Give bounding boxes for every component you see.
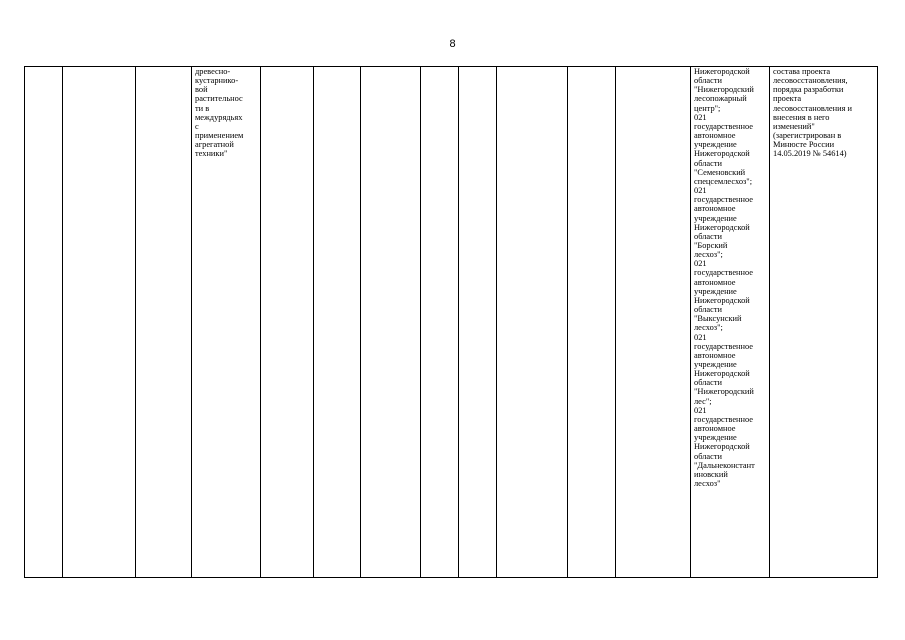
table-cell-activity-description [192,67,261,578]
table-cell-8 [421,67,459,578]
table-cell-7 [361,67,421,578]
table-cell-2 [63,67,136,578]
page-number: 8 [449,38,456,50]
table-row [25,67,878,578]
table-cell-6 [314,67,361,578]
table-cell-5 [261,67,314,578]
table-cell-1 [25,67,63,578]
document-table [24,66,878,578]
legal-reference-text: состава проекта лесовосстановления, порядка разработки проекта лесовосстановления и внесения в него изменений" (зарегистрирован в Минюсте России 14.05.2019 № 54614) [773,67,853,159]
activity-description-text: древесно- кустарнико- вой растительнос ти в междурядьях с применением агрегатной техники" [195,67,244,159]
table-cell-institutions [691,67,770,578]
table-cell-11 [568,67,616,578]
table-cell-12 [616,67,691,578]
table-cell-10 [497,67,568,578]
table-cell-9 [459,67,497,578]
institutions-list-text: Нижегородской области "Нижегородский лесопожарный центр"; 021 государственное автономное учреждение Нижегородской области "Семеновский спецсемлесхоз"; 021 государственное автономное учреждение Нижегородской области "Борский лесхоз"; 021 государственное автономное учреждение Нижегородской области "Выксунский лесхоз"; 021 государственное автономное учреждение Нижегородской области "Нижегородский лес"; 021 государственное автономное учреждение Нижегородской области "Дальнеконстант иновский лесхоз" [694,67,755,489]
table-cell-legal-reference [770,67,878,578]
table-cell-3 [136,67,192,578]
